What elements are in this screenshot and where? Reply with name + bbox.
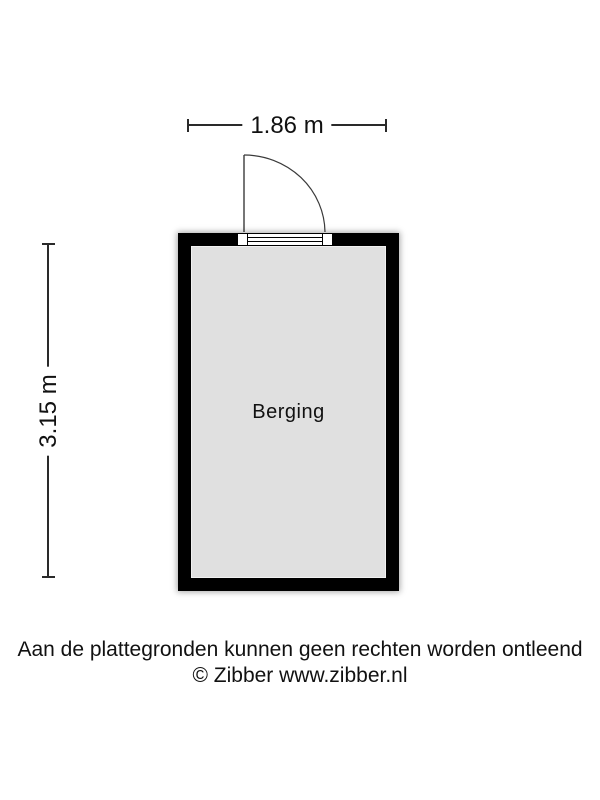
- height-dimension-label: 3.15 m: [35, 366, 63, 455]
- width-dimension: [187, 111, 387, 139]
- door-swing-icon: [235, 148, 335, 238]
- disclaimer-text: Aan de plattegronden kunnen geen rechten worden ontleend: [17, 638, 583, 661]
- threshold-stripe: [248, 237, 322, 238]
- door-opening: [237, 233, 333, 246]
- copyright-text: © Zibber www.zibber.nl: [192, 664, 408, 687]
- room-berging: [178, 233, 399, 591]
- width-dimension-label: 1.86 m: [242, 112, 331, 140]
- footer: [0, 637, 600, 689]
- height-dimension: [34, 243, 62, 578]
- threshold-stripe: [248, 241, 322, 242]
- door-jamb-left: [237, 233, 248, 246]
- dimension-tick-bottom: [42, 576, 55, 578]
- door-threshold: [248, 233, 322, 246]
- dimension-tick-right: [385, 119, 387, 132]
- room-label: Berging: [252, 400, 325, 423]
- door-jamb-right: [322, 233, 333, 246]
